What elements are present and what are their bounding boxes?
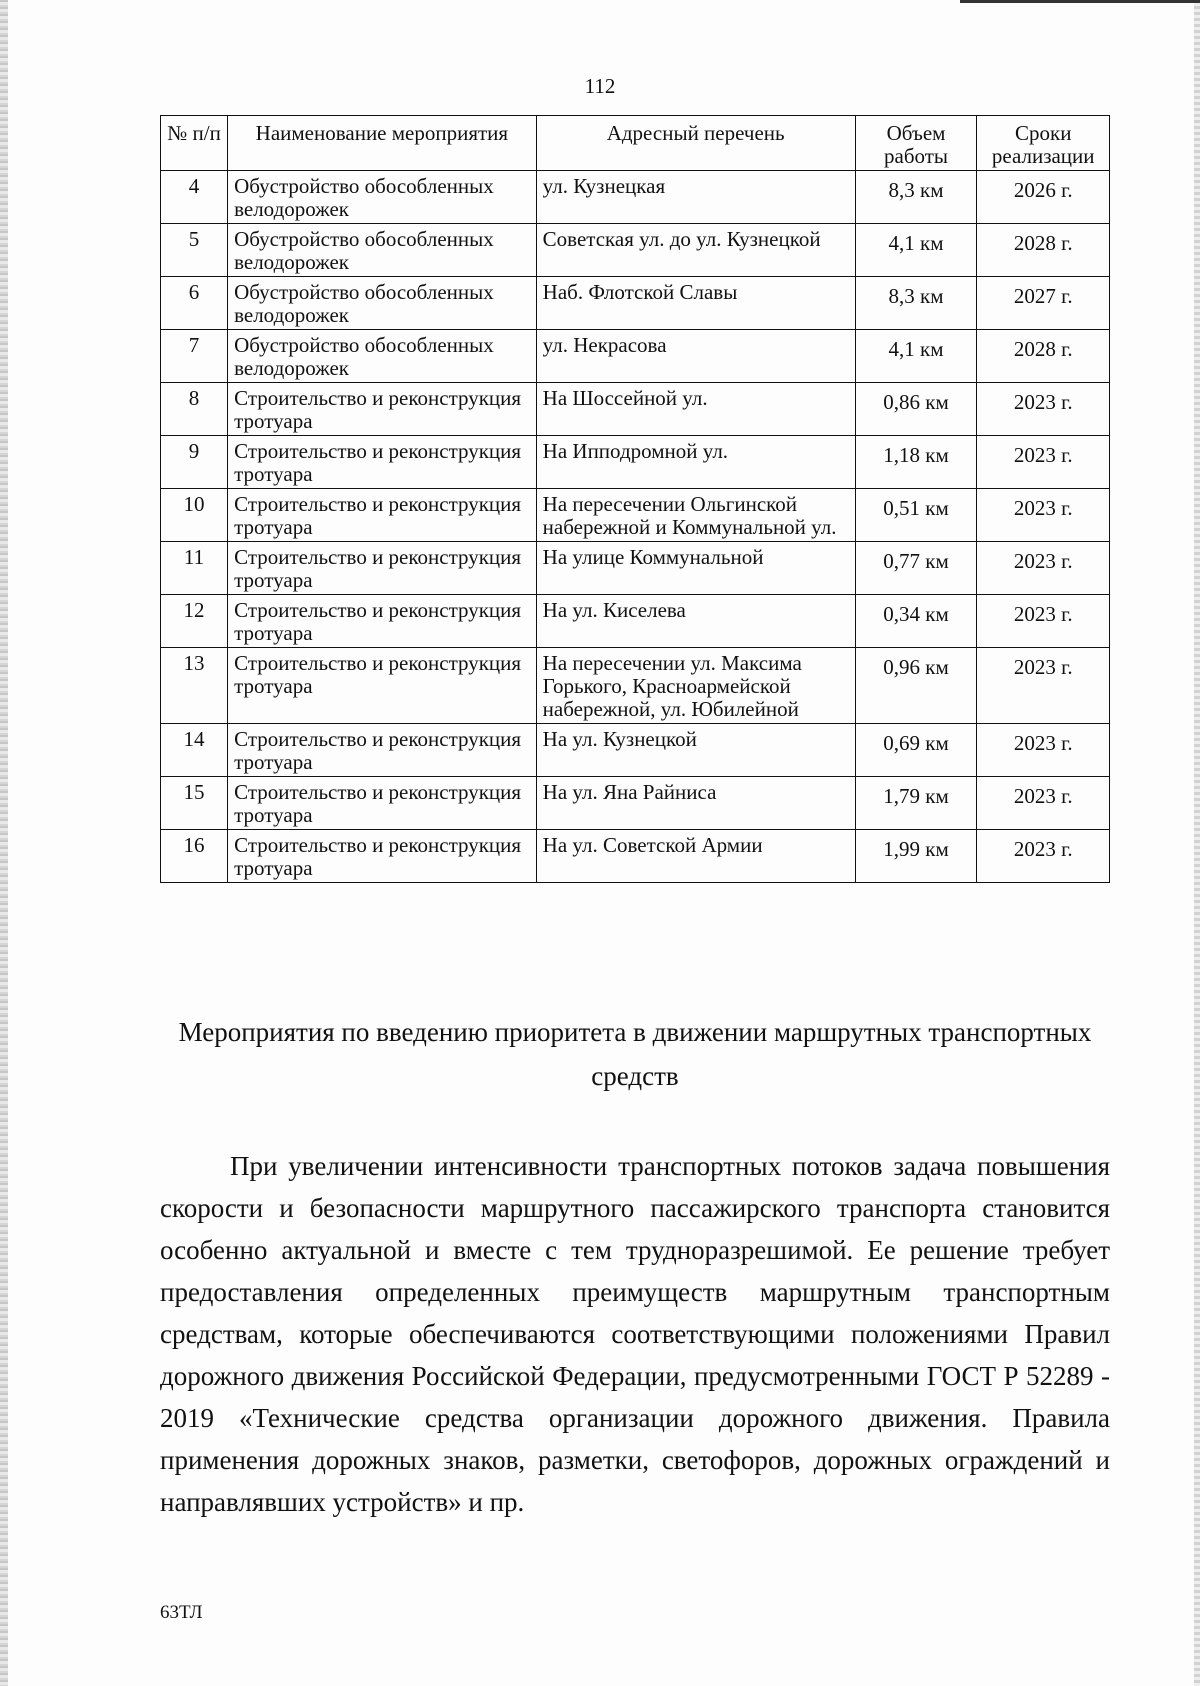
- cell-volume: 1,18 км: [855, 436, 977, 489]
- table-row: [161, 383, 1110, 436]
- cell-volume: 1,99 км: [855, 830, 977, 883]
- cell-num: 9: [161, 436, 228, 489]
- cell-term: 2023 г.: [977, 830, 1110, 883]
- cell-volume: 4,1 км: [855, 224, 977, 277]
- cell-address: Наб. Флотской Славы: [536, 277, 855, 330]
- cell-volume: 0,77 км: [855, 542, 977, 595]
- cell-num: 12: [161, 595, 228, 648]
- cell-num: 6: [161, 277, 228, 330]
- cell-num: 5: [161, 224, 228, 277]
- header-volume: Объем работы: [855, 116, 977, 171]
- cell-address: На ул. Кузнецкой: [536, 724, 855, 777]
- header-num: № п/п: [161, 116, 228, 171]
- cell-name: Строительство и реконструкция тротуара: [228, 648, 537, 724]
- cell-address: На ул. Советской Армии: [536, 830, 855, 883]
- cell-term: 2023 г.: [977, 595, 1110, 648]
- table-row: [161, 330, 1110, 383]
- cell-volume: 0,51 км: [855, 489, 977, 542]
- events-table: [160, 115, 1110, 883]
- cell-term: 2023 г.: [977, 724, 1110, 777]
- cell-name: Обустройство обособленных велодорожек: [228, 171, 537, 224]
- table-row: [161, 830, 1110, 883]
- cell-name: Строительство и реконструкция тротуара: [228, 724, 537, 777]
- table-row: [161, 171, 1110, 224]
- cell-address: На Шоссейной ул.: [536, 383, 855, 436]
- scan-edge-right: [1194, 0, 1200, 1686]
- cell-address: ул. Некрасова: [536, 330, 855, 383]
- cell-num: 4: [161, 171, 228, 224]
- table-header-row: [161, 116, 1110, 171]
- cell-address: На улице Коммунальной: [536, 542, 855, 595]
- footer-code: 63ТЛ: [160, 1602, 203, 1623]
- body-paragraph: При увеличении интенсивности транспортных потоков задача повышения скорости и безопасности маршрутного пассажирского транспорта становится особенно актуальной и вместе с тем трудноразрешимой. Ее решение требует предоставления определенных преимуществ маршрутным транспортным средствам, которые обеспечиваются соответствующими положениями Правил дорожного движения Российской Федерации, предусмотренными ГОСТ Р 52289 - 2019 «Технические средства организации дорожного движения. Правила применения дорожных знаков, разметки, светофоров, дорожных ограждений и направлявших устройств» и пр.: [160, 1151, 1110, 1517]
- cell-num: 11: [161, 542, 228, 595]
- table-row: [161, 489, 1110, 542]
- scan-edge-left: [0, 0, 8, 1686]
- cell-num: 16: [161, 830, 228, 883]
- table-row: [161, 436, 1110, 489]
- cell-term: 2023 г.: [977, 383, 1110, 436]
- cell-address: ул. Кузнецкая: [536, 171, 855, 224]
- cell-volume: 8,3 км: [855, 171, 977, 224]
- cell-volume: 0,34 км: [855, 595, 977, 648]
- cell-address: На ул. Киселева: [536, 595, 855, 648]
- cell-name: Строительство и реконструкция тротуара: [228, 542, 537, 595]
- cell-volume: 0,86 км: [855, 383, 977, 436]
- cell-address: На пересечении Ольгинской набережной и Коммунальной ул.: [536, 489, 855, 542]
- cell-address: На пересечении ул. Максима Горького, Красноармейской набережной, ул. Юбилейной: [536, 648, 855, 724]
- cell-num: 15: [161, 777, 228, 830]
- table-row: [161, 595, 1110, 648]
- cell-term: 2026 г.: [977, 171, 1110, 224]
- cell-name: Строительство и реконструкция тротуара: [228, 595, 537, 648]
- cell-num: 8: [161, 383, 228, 436]
- cell-term: 2023 г.: [977, 436, 1110, 489]
- table-body: [161, 171, 1110, 883]
- cell-term: 2028 г.: [977, 224, 1110, 277]
- table-row: [161, 224, 1110, 277]
- cell-term: 2023 г.: [977, 648, 1110, 724]
- cell-num: 7: [161, 330, 228, 383]
- section-title: Мероприятия по введению приоритета в движении маршрутных транспортных средств: [178, 1017, 1092, 1091]
- table-row: [161, 777, 1110, 830]
- cell-volume: 1,79 км: [855, 777, 977, 830]
- table-row: [161, 277, 1110, 330]
- cell-volume: 8,3 км: [855, 277, 977, 330]
- cell-term: 2023 г.: [977, 542, 1110, 595]
- table-row: [161, 724, 1110, 777]
- cell-num: 14: [161, 724, 228, 777]
- cell-num: 10: [161, 489, 228, 542]
- cell-name: Строительство и реконструкция тротуара: [228, 383, 537, 436]
- cell-term: 2023 г.: [977, 489, 1110, 542]
- cell-name: Строительство и реконструкция тротуара: [228, 436, 537, 489]
- cell-term: 2028 г.: [977, 330, 1110, 383]
- cell-volume: 0,96 км: [855, 648, 977, 724]
- cell-address: Советская ул. до ул. Кузнецкой: [536, 224, 855, 277]
- cell-volume: 4,1 км: [855, 330, 977, 383]
- cell-name: Строительство и реконструкция тротуара: [228, 777, 537, 830]
- cell-name: Строительство и реконструкция тротуара: [228, 489, 537, 542]
- cell-num: 13: [161, 648, 228, 724]
- cell-term: 2027 г.: [977, 277, 1110, 330]
- page-number: 112: [584, 74, 616, 98]
- cell-name: Строительство и реконструкция тротуара: [228, 830, 537, 883]
- cell-term: 2023 г.: [977, 777, 1110, 830]
- cell-name: Обустройство обособленных велодорожек: [228, 277, 537, 330]
- header-address: Адресный перечень: [536, 116, 855, 171]
- header-term: Сроки реализации: [977, 116, 1110, 171]
- cell-address: На ул. Яна Райниса: [536, 777, 855, 830]
- cell-name: Обустройство обособленных велодорожек: [228, 330, 537, 383]
- table-row: [161, 648, 1110, 724]
- table-row: [161, 542, 1110, 595]
- cell-address: На Ипподромной ул.: [536, 436, 855, 489]
- header-name: Наименование мероприятия: [228, 116, 537, 171]
- cell-volume: 0,69 км: [855, 724, 977, 777]
- scan-top-line: [960, 0, 1200, 3]
- cell-name: Обустройство обособленных велодорожек: [228, 224, 537, 277]
